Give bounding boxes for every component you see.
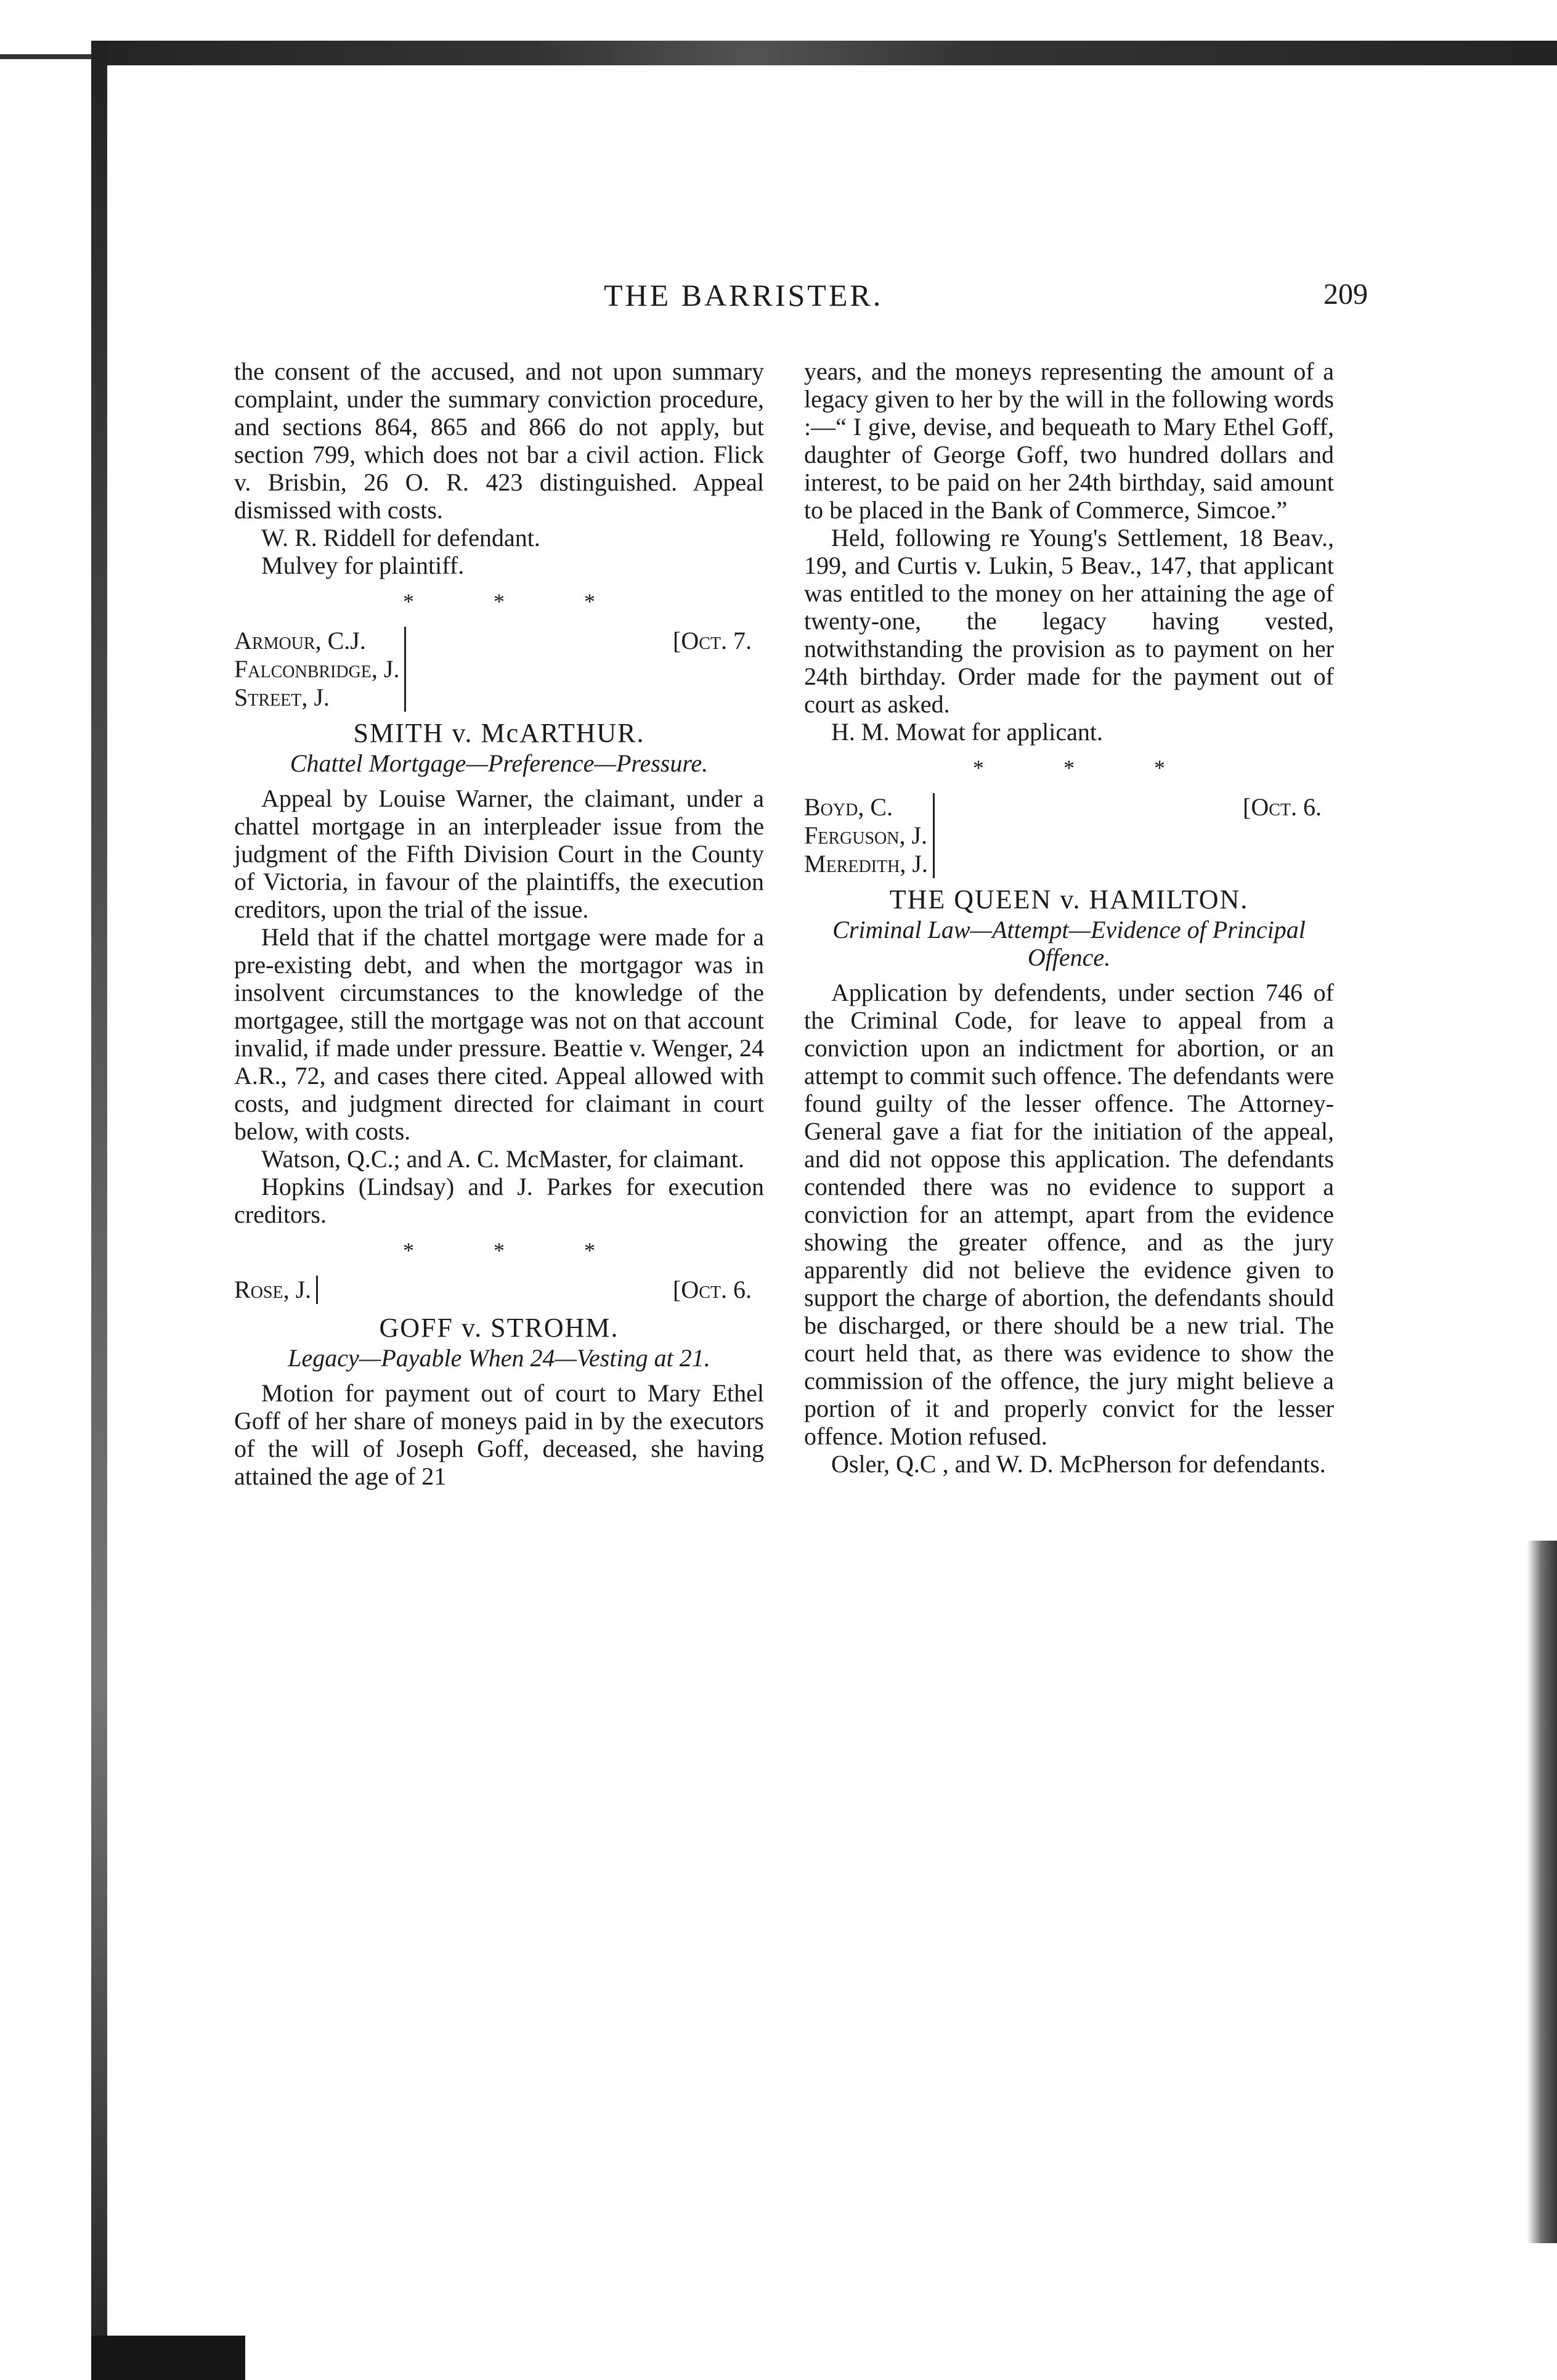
case-title: THE QUEEN v. HAMILTON.	[889, 884, 1249, 915]
counsel-line: Osler, Q.C , and W. D. McPherson for defendants.	[831, 1450, 1326, 1478]
continuation-paragraph: years, and the moneys representing the amount of a legacy given to her by the will in the following words :—“ I give, devise, and bequeath to Mary Ethel Goff, daughter of George Goff, two hundred dollars and interest, to be paid on her 24th birthday, said amount to be placed in the Bank of Commerce, Simcoe.”	[804, 357, 1334, 524]
section-separator: * * *	[403, 589, 632, 614]
judges-block	[234, 1276, 764, 1308]
section-separator: * * *	[973, 756, 1202, 780]
case-title: SMITH v. McARTHUR.	[353, 718, 645, 748]
section-separator: * * *	[403, 1238, 632, 1263]
scan-border-left	[91, 41, 107, 2380]
counsel-line: H. M. Mowat for applicant.	[831, 718, 1104, 746]
left-column	[234, 357, 764, 1490]
counsel-line: Mulvey for plaintiff.	[261, 552, 465, 579]
scan-border-right	[1527, 1541, 1557, 2243]
case-headnote: Chattel Mortgage—Preference—Pressure.	[290, 749, 709, 777]
running-head: THE BARRISTER.	[604, 278, 884, 312]
case-paragraph: Motion for payment out of court to Mary Ethel Goff of her share of moneys paid in by the executors of the will of Joseph Goff, deceased, she having attained the age of 21	[234, 1379, 764, 1490]
scan-border-bottom	[91, 2336, 245, 2380]
right-column	[804, 357, 1334, 1478]
judge-name: Street, J.	[234, 683, 330, 711]
case-title: GOFF v. STROHM.	[379, 1313, 619, 1343]
decision-date: [Oct. 7.	[673, 627, 752, 654]
counsel-line: Hopkins (Lindsay) and J. Parkes for execution creditors.	[234, 1173, 764, 1228]
case-headnote: Criminal Law—Attempt—Evidence of Principal Offence.	[832, 916, 1306, 971]
judge-name: Rose, J.	[234, 1276, 312, 1303]
counsel-line: W. R. Riddell for defendant.	[261, 524, 540, 552]
judge-name: Armour, C.J.	[234, 627, 366, 654]
case-paragraph: Application by defendents, under section 746 of the Criminal Code, for leave to appeal from a conviction upon an indictment for abortion, or an attempt to commit such offence. The defendants were found guilty of the lesser offence. The Attorney-General gave a fiat for the initiation of the appeal, and did not oppose this application. The defendants contended there was no evidence to support a conviction for an attempt, apart from the evidence showing the greater offence, and as the jury apparently did not believe the evidence given to support the charge of abortion, the defendants should be discharged, or there should be a new trial. The court held that, as there was evidence to show the commission of the offence, the jury might believe a portion of it and properly convict for the lesser offence. Motion refused.	[804, 979, 1334, 1450]
page-header	[197, 277, 1368, 339]
decision-date: [Oct. 6.	[673, 1276, 752, 1303]
scan-border-top-left	[0, 54, 92, 59]
case-paragraph: Held that if the chattel mortgage were made for a pre-existing debt, and when the mortgagor was in insolvent circumstances to the knowledge of the mortgagee, still the mortgage was not on that account invalid, if made under pressure. Beattie v. Wenger, 24 A.R., 72, and cases there cited. Appeal allowed with costs, and judgment directed for claimant in court below, with costs.	[234, 923, 764, 1145]
judge-list	[234, 1276, 318, 1304]
judges-block	[234, 627, 764, 713]
judge-name: Ferguson, J.	[804, 821, 928, 849]
opening-paragraph: the consent of the accused, and not upon summary complaint, under the summary conviction procedure, and sections 864, 865 and 866 do not apply, but section 799, which does not bar a civil action. Flick v. Brisbin, 26 O. R. 423 distinguished. Appeal dismissed with costs.	[234, 357, 764, 524]
case-headnote: Legacy—Payable When 24—Vesting at 21.	[288, 1344, 710, 1372]
decision-date: [Oct. 6.	[1243, 793, 1322, 821]
page-number: 209	[1323, 278, 1368, 311]
judge-list	[804, 793, 935, 878]
judge-name: Boyd, C.	[804, 793, 893, 821]
judges-block	[804, 793, 1334, 879]
held-paragraph: Held, following re Young's Settlement, 18 Beav., 199, and Curtis v. Lukin, 5 Beav., 147, that applicant was entitled to the money on her attaining the age of twenty-one, the legacy having vested, notwithstanding the provision as to payment on her 24th birthday. Order made for the payment out of court as asked.	[804, 524, 1334, 718]
case-paragraph: Appeal by Louise Warner, the claimant, under a chattel mortgage in an interpleader issue from the judgment of the Fifth Division Court in the County of Victoria, in favour of the plaintiffs, the execution creditors, upon the trial of the issue.	[234, 785, 764, 923]
judge-name: Meredith, J.	[804, 850, 928, 878]
scan-border-top	[92, 41, 1557, 65]
counsel-line: Watson, Q.C.; and A. C. McMaster, for claimant.	[261, 1145, 744, 1173]
judge-name: Falconbridge, J.	[234, 655, 400, 683]
judge-list	[234, 627, 406, 712]
